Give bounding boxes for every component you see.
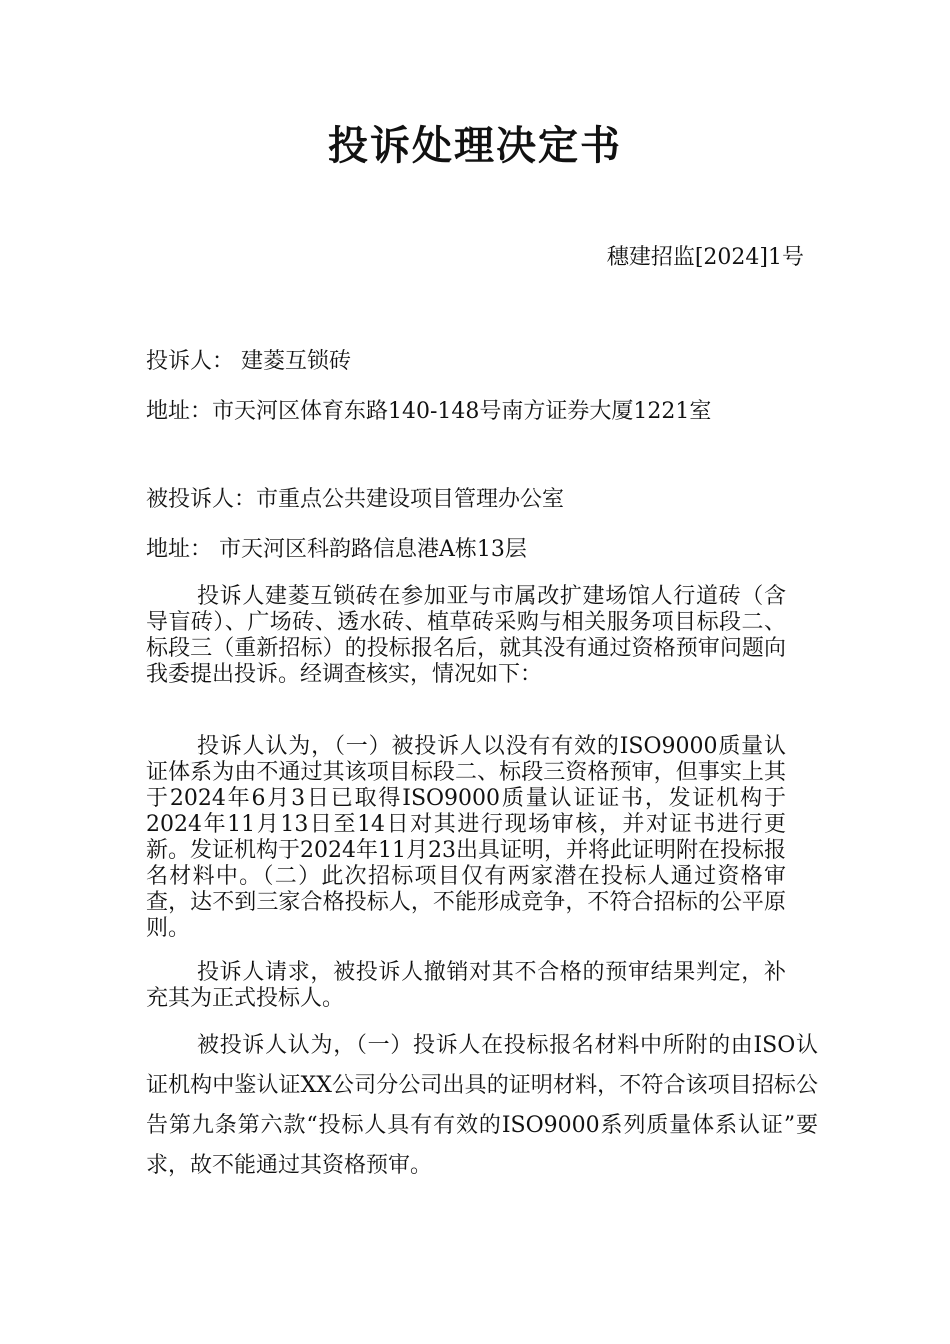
respondent-address: 地址： 市天河区科韵路信息港A栋13层 bbox=[146, 537, 527, 562]
respondent-name: 被投诉人：市重点公共建设项目管理办公室 bbox=[146, 487, 565, 512]
paragraph-complainant-request: 投诉人请求，被投诉人撤销对其不合格的预审结果判定，补充其为正式投标人。 bbox=[146, 960, 786, 1011]
paragraph-intro: 投诉人建菱互锁砖在参加亚与市属改扩建场馆人行道砖（含导盲砖）、广场砖、透水砖、植草砖采购与相关服务项目标段二、标段三（重新招标）的投标报名后，就其没有通过资格预审问题向我委提出投诉。经调查核实，情况如下： bbox=[146, 584, 786, 687]
complainant-address: 地址：市天河区体育东路140-148号南方证券大厦1221室 bbox=[146, 399, 712, 424]
complainant-name: 投诉人： 建菱互锁砖 bbox=[146, 349, 351, 374]
paragraph-respondent-claims: 被投诉人认为，（一）投诉人在投标报名材料中所附的由ISO认证机构中鉴认证XX公司分公司出具的证明材料，不符合该项目招标公告第九条第六款“投标人具有有效的ISO9000系列质量体系认证”要求，故不能通过其资格预审。 bbox=[146, 1033, 818, 1178]
document-number: 穗建招监[2024]1号 bbox=[606, 245, 804, 270]
document-title: 投诉处理决定书 bbox=[328, 122, 622, 169]
paragraph-complainant-claims: 投诉人认为，（一）被投诉人以没有有效的ISO9000质量认证体系为由不通过其该项目标段二、标段三资格预审，但事实上其于2024年6月3日已取得ISO9000质量认证证书，发证机构于2024年11月13日至14日对其进行现场审核，并对证书进行更新。发证机构于2024年11月23出具证明，并将此证明附在投标报名材料中。（二）此次招标项目仅有两家潜在投标人通过资格审查，达不到三家合格投标人，不能形成竞争，不符合招标的公平原则。 bbox=[146, 734, 786, 941]
